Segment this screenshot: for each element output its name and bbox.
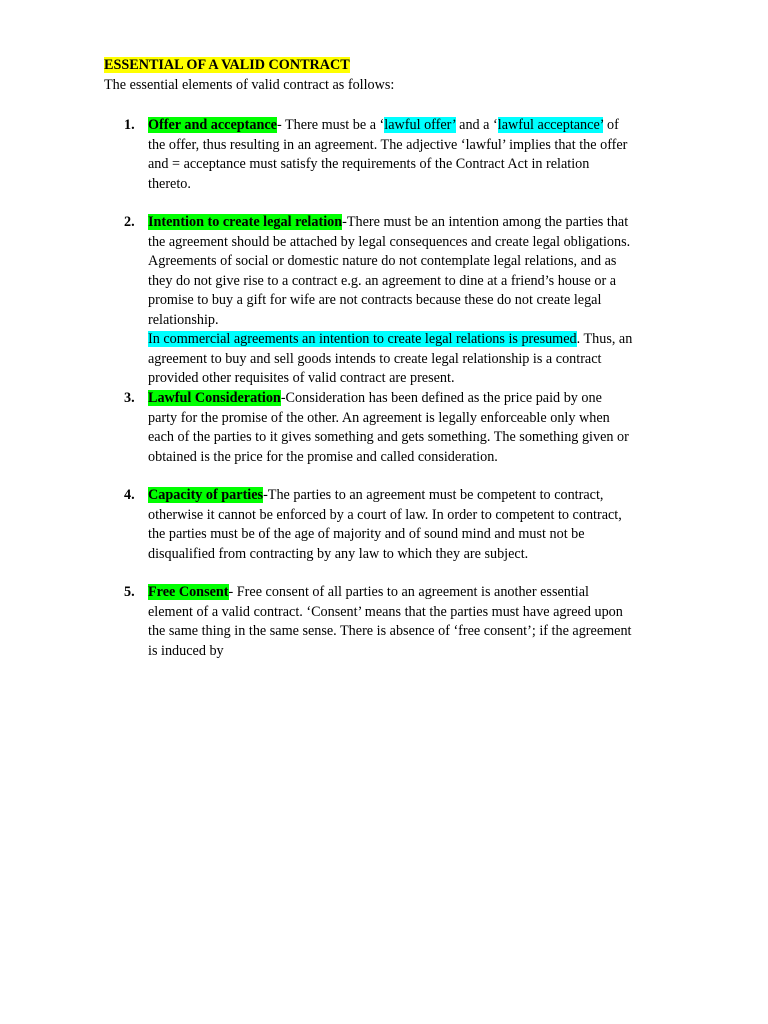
item-first-line: [148, 389, 680, 409]
item-line: each of the parties to it gives something and gets something. The something given or: [148, 429, 629, 445]
item-heading: Lawful Consideration: [148, 390, 281, 406]
item-first-line: [148, 213, 680, 233]
item-first-line: [148, 116, 680, 136]
list-item-capacity: [124, 486, 680, 564]
item-line: obtained is the price for the promise and called consideration.: [148, 448, 498, 465]
item-text: of: [603, 117, 619, 133]
item-line: provided other requisites of valid contract are present.: [148, 370, 455, 386]
item-line: disqualified from contracting by any law to which they are subject.: [148, 545, 529, 562]
item-text: - There must be a ‘: [276, 117, 385, 133]
item-number: 3.: [124, 390, 135, 406]
item-line: the offer, thus resulting in an agreement. The adjective ‘lawful’ implies that the offer: [148, 136, 628, 153]
item-body: [148, 116, 680, 194]
item-line: element of a valid contract. ‘Consent’ means that the parties must have agreed upon: [148, 603, 623, 620]
item-body: [148, 389, 680, 467]
highlight-lawful-acceptance: lawful acceptance’: [497, 117, 604, 133]
item-line: relationship.: [148, 311, 219, 328]
item-heading: Intention to create legal relation: [148, 214, 343, 230]
list-item-consideration: [124, 389, 680, 467]
list-item-free-consent: [124, 583, 680, 661]
item-text: and a ‘: [455, 117, 498, 133]
item-text: -Consideration has been defined as the price paid by one: [280, 390, 602, 406]
item-line: the parties must be of the age of majority and of sound mind and must not be: [148, 526, 585, 542]
item-line: the same thing in the same sense. There is absence of ‘free consent’; if the agreement: [148, 623, 632, 639]
item-body: [148, 486, 680, 564]
intro-text: The essential elements of valid contract as follows:: [104, 76, 395, 93]
item-number: 2.: [124, 214, 135, 230]
highlight-lawful-offer: lawful offer’: [384, 117, 456, 133]
item-line: and = acceptance must satisfy the requirements of the Contract Act in relation: [148, 156, 590, 172]
item-first-line: [148, 583, 680, 603]
item-text: - Free consent of all parties to an agreement is another essential: [228, 584, 589, 600]
item-line: promise to buy a gift for wife are not contracts because these do not create legal: [148, 292, 602, 308]
item-highlight-line: [148, 330, 680, 350]
highlight-commercial-agreements: In commercial agreements an intention to create legal relations is presumed: [148, 331, 577, 347]
item-line: the agreement should be attached by legal consequences and create legal obligations.: [148, 233, 631, 250]
item-line: party for the promise of the other. An agreement is legally enforceable only when: [148, 409, 610, 426]
item-heading: Capacity of parties: [148, 487, 264, 503]
item-first-line: [148, 486, 680, 506]
item-line: is induced by: [148, 642, 224, 659]
item-body: [148, 213, 680, 389]
item-text: -The parties to an agreement must be competent to contract,: [263, 487, 604, 503]
item-line: they do not give rise to a contract e.g. an agreement to dine at a friend’s house or a: [148, 272, 617, 289]
list-item-offer-acceptance: [124, 116, 680, 194]
item-heading: Free Consent: [148, 584, 229, 600]
list-item-intention: [124, 213, 680, 389]
title-block: [104, 56, 704, 95]
item-number: 4.: [124, 487, 135, 503]
item-line: agreement to buy and sell goods intends to create legal relationship is a contract: [148, 350, 602, 367]
item-body: [148, 583, 680, 661]
document-title: ESSENTIAL OF A VALID CONTRACT: [104, 57, 350, 73]
item-number: 1.: [124, 117, 135, 133]
item-line: Agreements of social or domestic nature do not contemplate legal relations, and as: [148, 253, 617, 269]
item-text: . Thus, an: [576, 331, 633, 347]
item-line: otherwise it cannot be enforced by a court of law. In order to competent to contract,: [148, 506, 622, 523]
item-number: 5.: [124, 584, 135, 600]
item-heading: Offer and acceptance: [148, 117, 277, 133]
item-text: -There must be an intention among the parties that: [342, 214, 629, 230]
item-line: thereto.: [148, 175, 191, 192]
